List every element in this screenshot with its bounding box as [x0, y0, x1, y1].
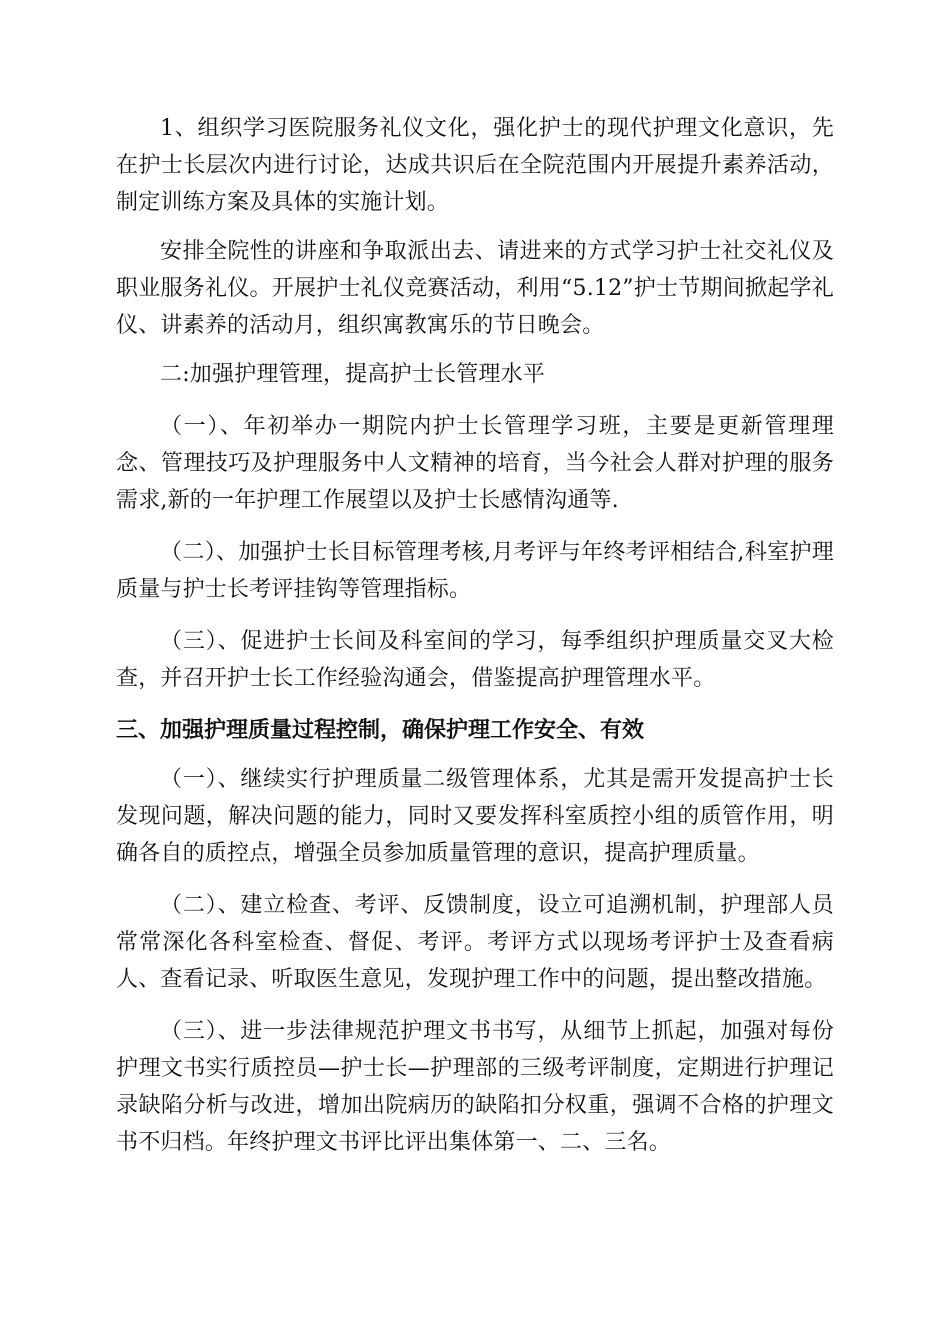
section-heading-quality-control: 三、加强护理质量过程控制，确保护理工作安全、有效 — [116, 718, 645, 743]
paragraph-subheading-management: 二:加强护理管理，提高护士长管理水平 — [160, 362, 546, 387]
document-body — [116, 110, 834, 1161]
paragraph-two-level-management: （一）、继续实行护理质量二级管理体系，尤其是需开发提高护士长发现问题，解决问题的能力，同时又要发挥科室质控小组的质管作用，明确各自的质控点，增强全员参加质量管理的意识，提高护理质量。 — [116, 767, 834, 866]
paragraph-etiquette-lectures: 安排全院性的讲座和争取派出去、请进来的方式学习护士社交礼仪及职业服务礼仪。开展护士礼仪竞赛活动，利用“5.12”护士节期间掀起学礼仪、讲素养的活动月，组织寓教寓乐的节日晚会。 — [116, 239, 834, 338]
paragraph-nursing-documents: （三）、进一步法律规范护理文书书写，从细节上抓起，加强对每份护理文书实行质控员—护士长—护理部的三级考评制度，定期进行护理记录缺陷分析与改进，增加出院病历的缺陷扣分权重，强调不合格的护理文书不归档。年终护理文书评比评出集体第一、二、三名。 — [116, 1019, 834, 1155]
paragraph-management-training-class: （一）、年初举办一期院内护士长管理学习班，主要是更新管理理念、管理技巧及护理服务中人文精神的培育，当今社会人群对护理的服务需求,新的一年护理工作展望以及护士长感情沟通等. — [116, 414, 834, 513]
paragraph-inspection-feedback: （二）、建立检查、考评、反馈制度，设立可追溯机制，护理部人员常常深化各科室检查、督促、考评。考评方式以现场考评护士及查看病人、查看记录、听取医生意见，发现护理工作中的问题，提出整改措施。 — [116, 893, 834, 992]
paragraph-organize-etiquette-study: 1、组织学习医院服务礼仪文化，强化护士的现代护理文化意识，先在护士长层次内进行讨论，达成共识后在全院范围内开展提升素养活动，制定训练方案及具体的实施计划。 — [116, 116, 834, 215]
paragraph-target-assessment: （二）、加强护士长目标管理考核,月考评与年终考评相结合,科室护理质量与护士长考评挂钩等管理指标。 — [116, 540, 834, 602]
paragraph-cross-inspection: （三）、促进护士长间及科室间的学习，每季组织护理质量交叉大检查，并召开护士长工作经验沟通会，借鉴提高护理管理水平。 — [116, 629, 834, 691]
